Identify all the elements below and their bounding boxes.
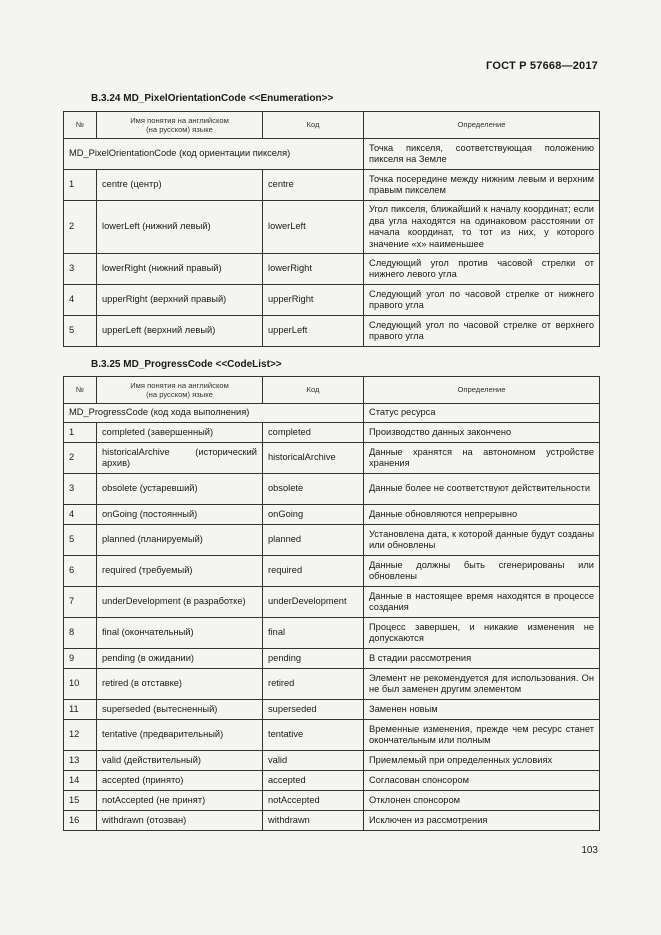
table-row	[64, 201, 600, 254]
standard-designation: ГОСТ Р 57668—2017	[486, 60, 598, 72]
row-code: onGoing	[263, 505, 364, 525]
class-name: MD_ProgressCode (код хода выполнения)	[64, 404, 364, 423]
row-number: 9	[64, 649, 97, 669]
row-number: 16	[64, 811, 97, 831]
row-code: notAccepted	[263, 791, 364, 811]
table-row	[64, 170, 600, 201]
table-row	[64, 587, 600, 618]
row-number: 3	[64, 474, 97, 505]
row-number: 11	[64, 700, 97, 720]
row-number: 6	[64, 556, 97, 587]
row-term-name: pending (в ожидании)	[97, 649, 263, 669]
row-term-name: valid (действительный)	[97, 751, 263, 771]
row-code: obsolete	[263, 474, 364, 505]
row-number: 7	[64, 587, 97, 618]
row-code: historicalArchive	[263, 443, 364, 474]
header-code: Код	[263, 112, 364, 139]
row-definition: Исключен из рассмотрения	[364, 811, 600, 831]
row-code: accepted	[263, 771, 364, 791]
row-definition: Угол пикселя, ближайший к началу координат; если два угла находятся на одинаковом расстоянии от начала координат, то тот из них, у которого значение «x» наименьшее	[364, 201, 600, 254]
row-term-name: obsolete (устаревший)	[97, 474, 263, 505]
table-row	[64, 669, 600, 700]
table-row	[64, 285, 600, 316]
table-header-row	[64, 112, 600, 139]
table-header-row	[64, 377, 600, 404]
row-term-name: centre (центр)	[97, 170, 263, 201]
section-title-pixel-orientation: B.3.24 MD_PixelOrientationCode <<Enumeration>>	[91, 93, 334, 104]
table-row	[64, 649, 600, 669]
row-number: 1	[64, 423, 97, 443]
table-row	[64, 811, 600, 831]
row-term-name: onGoing (постоянный)	[97, 505, 263, 525]
row-number: 15	[64, 791, 97, 811]
row-definition: Следующий угол по часовой стрелке от верхнего правого угла	[364, 316, 600, 347]
row-definition: Отклонен спонсором	[364, 791, 600, 811]
row-term-name: superseded (вытесненный)	[97, 700, 263, 720]
row-code: upperRight	[263, 285, 364, 316]
row-term-name: upperLeft (верхний левый)	[97, 316, 263, 347]
row-number: 5	[64, 525, 97, 556]
row-definition: Точка посередине между нижним левым и верхним правым пикселем	[364, 170, 600, 201]
header-term-name: Имя понятия на английском (на русском) языке	[97, 112, 263, 139]
section-title-progress-code: B.3.25 MD_ProgressCode <<CodeList>>	[91, 359, 282, 370]
table-row	[64, 751, 600, 771]
header-definition: Определение	[364, 112, 600, 139]
row-definition: Заменен новым	[364, 700, 600, 720]
row-code: centre	[263, 170, 364, 201]
row-term-name: lowerRight (нижний правый)	[97, 254, 263, 285]
row-number: 10	[64, 669, 97, 700]
row-code: tentative	[263, 720, 364, 751]
row-term-name: final (окончательный)	[97, 618, 263, 649]
row-definition: Данные в настоящее время находятся в процессе создания	[364, 587, 600, 618]
class-definition: Точка пикселя, соответствующая положению пикселя на Земле	[364, 139, 600, 170]
row-term-name: notAccepted (не принят)	[97, 791, 263, 811]
table-row	[64, 316, 600, 347]
row-code: required	[263, 556, 364, 587]
row-code: lowerLeft	[263, 201, 364, 254]
row-code: pending	[263, 649, 364, 669]
row-term-name: required (требуемый)	[97, 556, 263, 587]
row-code: retired	[263, 669, 364, 700]
row-definition: Данные обновляются непрерывно	[364, 505, 600, 525]
header-number: №	[64, 112, 97, 139]
table-row	[64, 423, 600, 443]
header-term-name: Имя понятия на английском (на русском) языке	[97, 377, 263, 404]
row-term-name: planned (планируемый)	[97, 525, 263, 556]
header-code: Код	[263, 377, 364, 404]
row-definition: Данные более не соответствуют действительности	[364, 474, 600, 505]
row-definition: Процесс завершен, и никакие изменения не допускаются	[364, 618, 600, 649]
row-number: 4	[64, 505, 97, 525]
table-row	[64, 791, 600, 811]
row-code: underDevelopment	[263, 587, 364, 618]
row-code: valid	[263, 751, 364, 771]
pixel-orientation-table	[63, 111, 600, 347]
header-definition: Определение	[364, 377, 600, 404]
row-term-name: withdrawn (отозван)	[97, 811, 263, 831]
row-term-name: historicalArchive (исторический архив)	[97, 443, 263, 474]
row-code: upperLeft	[263, 316, 364, 347]
table-row	[64, 474, 600, 505]
row-term-name: lowerLeft (нижний левый)	[97, 201, 263, 254]
row-number: 2	[64, 201, 97, 254]
row-definition: Производство данных закончено	[364, 423, 600, 443]
row-number: 2	[64, 443, 97, 474]
row-number: 14	[64, 771, 97, 791]
page-number: 103	[581, 845, 598, 856]
row-term-name: completed (завершенный)	[97, 423, 263, 443]
row-definition: Данные должны быть сгенерированы или обновлены	[364, 556, 600, 587]
row-term-name: accepted (принято)	[97, 771, 263, 791]
table-row	[64, 556, 600, 587]
row-number: 12	[64, 720, 97, 751]
class-row	[64, 139, 600, 170]
table-row	[64, 700, 600, 720]
progress-code-table	[63, 376, 600, 831]
row-number: 4	[64, 285, 97, 316]
row-code: withdrawn	[263, 811, 364, 831]
row-code: completed	[263, 423, 364, 443]
table-row	[64, 771, 600, 791]
row-definition: Элемент не рекомендуется для использования. Он не был заменен другим элементом	[364, 669, 600, 700]
class-name: MD_PixelOrientationCode (код ориентации пикселя)	[64, 139, 364, 170]
header-number: №	[64, 377, 97, 404]
table-row	[64, 443, 600, 474]
row-code: lowerRight	[263, 254, 364, 285]
row-number: 3	[64, 254, 97, 285]
row-term-name: tentative (предварительный)	[97, 720, 263, 751]
row-code: superseded	[263, 700, 364, 720]
row-definition: Приемлемый при определенных условиях	[364, 751, 600, 771]
table-row	[64, 720, 600, 751]
class-definition: Статус ресурса	[364, 404, 600, 423]
class-row	[64, 404, 600, 423]
table-row	[64, 618, 600, 649]
row-term-name: upperRight (верхний правый)	[97, 285, 263, 316]
row-definition: В стадии рассмотрения	[364, 649, 600, 669]
row-term-name: retired (в отставке)	[97, 669, 263, 700]
row-number: 1	[64, 170, 97, 201]
row-number: 13	[64, 751, 97, 771]
row-code: planned	[263, 525, 364, 556]
row-number: 5	[64, 316, 97, 347]
row-definition: Данные хранятся на автономном устройстве хранения	[364, 443, 600, 474]
row-definition: Временные изменения, прежде чем ресурс станет окончательным или полным	[364, 720, 600, 751]
row-code: final	[263, 618, 364, 649]
row-definition: Согласован спонсором	[364, 771, 600, 791]
row-number: 8	[64, 618, 97, 649]
row-definition: Следующий угол по часовой стрелке от нижнего правого угла	[364, 285, 600, 316]
table-row	[64, 254, 600, 285]
row-definition: Установлена дата, к которой данные будут созданы или обновлены	[364, 525, 600, 556]
row-term-name: underDevelopment (в разработке)	[97, 587, 263, 618]
table-row	[64, 525, 600, 556]
row-definition: Следующий угол против часовой стрелки от нижнего левого угла	[364, 254, 600, 285]
table-row	[64, 505, 600, 525]
